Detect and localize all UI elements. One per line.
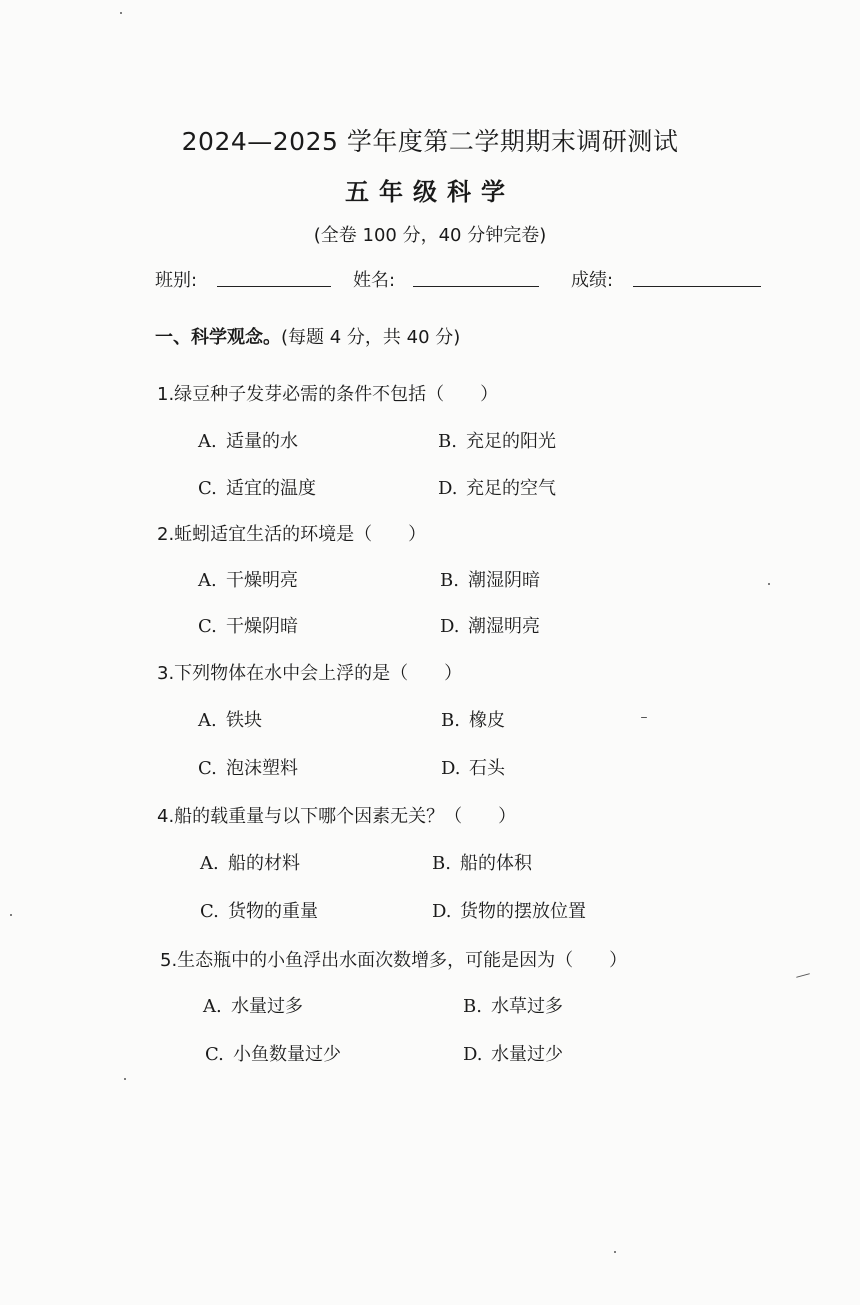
option-4a <box>200 849 300 875</box>
option-4b <box>432 849 532 875</box>
option-3c <box>198 754 298 780</box>
question-2: 2.蚯蚓适宜生活的环境是（ ） <box>157 524 427 545</box>
option-text: 小鱼数量过少 <box>233 1044 341 1065</box>
option-letter: B. <box>432 853 451 874</box>
option-2a <box>198 566 298 592</box>
option-text: 干燥阴暗 <box>226 616 298 637</box>
name-label: 姓名: <box>353 270 396 291</box>
option-letter: D. <box>438 478 458 499</box>
scan-speck <box>120 12 122 14</box>
option-text: 铁块 <box>226 710 262 731</box>
score-blank[interactable] <box>633 286 761 287</box>
option-letter: B. <box>438 431 457 452</box>
option-letter: B. <box>463 996 482 1017</box>
option-letter: A. <box>203 996 222 1017</box>
question-4: 4.船的载重量与以下哪个因素无关？（ ） <box>157 806 517 827</box>
option-1c <box>198 474 316 500</box>
option-text: 充足的阳光 <box>466 431 556 452</box>
option-letter: C. <box>198 616 217 637</box>
option-text: 干燥明亮 <box>226 570 298 591</box>
class-label: 班别: <box>155 270 198 291</box>
section-points: (每题 4 分，共 40 分) <box>281 327 461 348</box>
question-5: 5.生态瓶中的小鱼浮出水面次数增多，可能是因为（ ） <box>160 950 628 971</box>
option-5b <box>463 992 563 1018</box>
section-heading <box>155 323 460 349</box>
option-letter: D. <box>432 901 452 922</box>
option-4c <box>200 897 318 923</box>
scan-speck <box>124 1078 126 1080</box>
option-text: 潮湿阴暗 <box>468 570 540 591</box>
option-letter: A. <box>200 853 219 874</box>
option-text: 船的材料 <box>228 853 300 874</box>
exam-title: 2024—2025 学年度第二学期期末调研测试 <box>181 127 679 156</box>
score-label: 成绩: <box>571 270 614 291</box>
option-letter: D. <box>441 758 461 779</box>
scan-speck <box>641 717 647 718</box>
option-text: 橡皮 <box>469 710 505 731</box>
option-text: 水草过多 <box>491 996 563 1017</box>
option-text: 适量的水 <box>226 431 298 452</box>
option-letter: A. <box>198 431 217 452</box>
option-text: 水量过少 <box>491 1044 563 1065</box>
option-letter: B. <box>441 710 460 731</box>
scan-speck <box>10 914 12 916</box>
option-text: 船的体积 <box>460 853 532 874</box>
student-info-row <box>155 266 775 296</box>
question-1: 1.绿豆种子发芽必需的条件不包括（ ） <box>157 384 499 405</box>
option-text: 泡沫塑料 <box>226 758 298 779</box>
exam-note: (全卷 100 分，40 分钟完卷) <box>313 225 547 246</box>
option-letter: A. <box>198 710 217 731</box>
option-3b <box>441 706 505 732</box>
option-text: 水量过多 <box>231 996 303 1017</box>
scan-speck <box>796 973 810 978</box>
exam-subtitle: 五年级科学 <box>345 178 515 206</box>
option-5c <box>205 1040 341 1066</box>
option-3d <box>441 754 505 780</box>
option-text: 充足的空气 <box>466 478 556 499</box>
class-blank[interactable] <box>217 286 331 287</box>
option-1a <box>198 427 298 453</box>
question-3: 3.下列物体在水中会上浮的是（ ） <box>157 663 463 684</box>
option-text: 货物的重量 <box>228 901 318 922</box>
option-3a <box>198 706 262 732</box>
option-text: 货物的摆放位置 <box>460 901 586 922</box>
option-letter: D. <box>440 616 460 637</box>
option-letter: B. <box>440 570 459 591</box>
option-5d <box>463 1040 563 1066</box>
option-4d <box>432 897 586 923</box>
option-letter: C. <box>205 1044 224 1065</box>
option-text: 潮湿明亮 <box>468 616 540 637</box>
option-letter: C. <box>198 478 217 499</box>
name-blank[interactable] <box>413 286 539 287</box>
option-letter: A. <box>198 570 217 591</box>
option-1b <box>438 427 556 453</box>
option-text: 石头 <box>469 758 505 779</box>
option-2c <box>198 612 298 638</box>
option-letter: D. <box>463 1044 483 1065</box>
scan-speck <box>768 583 770 585</box>
option-2b <box>440 566 540 592</box>
option-letter: C. <box>198 758 217 779</box>
option-2d <box>440 612 540 638</box>
option-1d <box>438 474 556 500</box>
option-5a <box>203 992 303 1018</box>
scan-speck <box>614 1251 616 1253</box>
option-text: 适宜的温度 <box>226 478 316 499</box>
section-title: 一、科学观念。 <box>155 327 281 348</box>
option-letter: C. <box>200 901 219 922</box>
